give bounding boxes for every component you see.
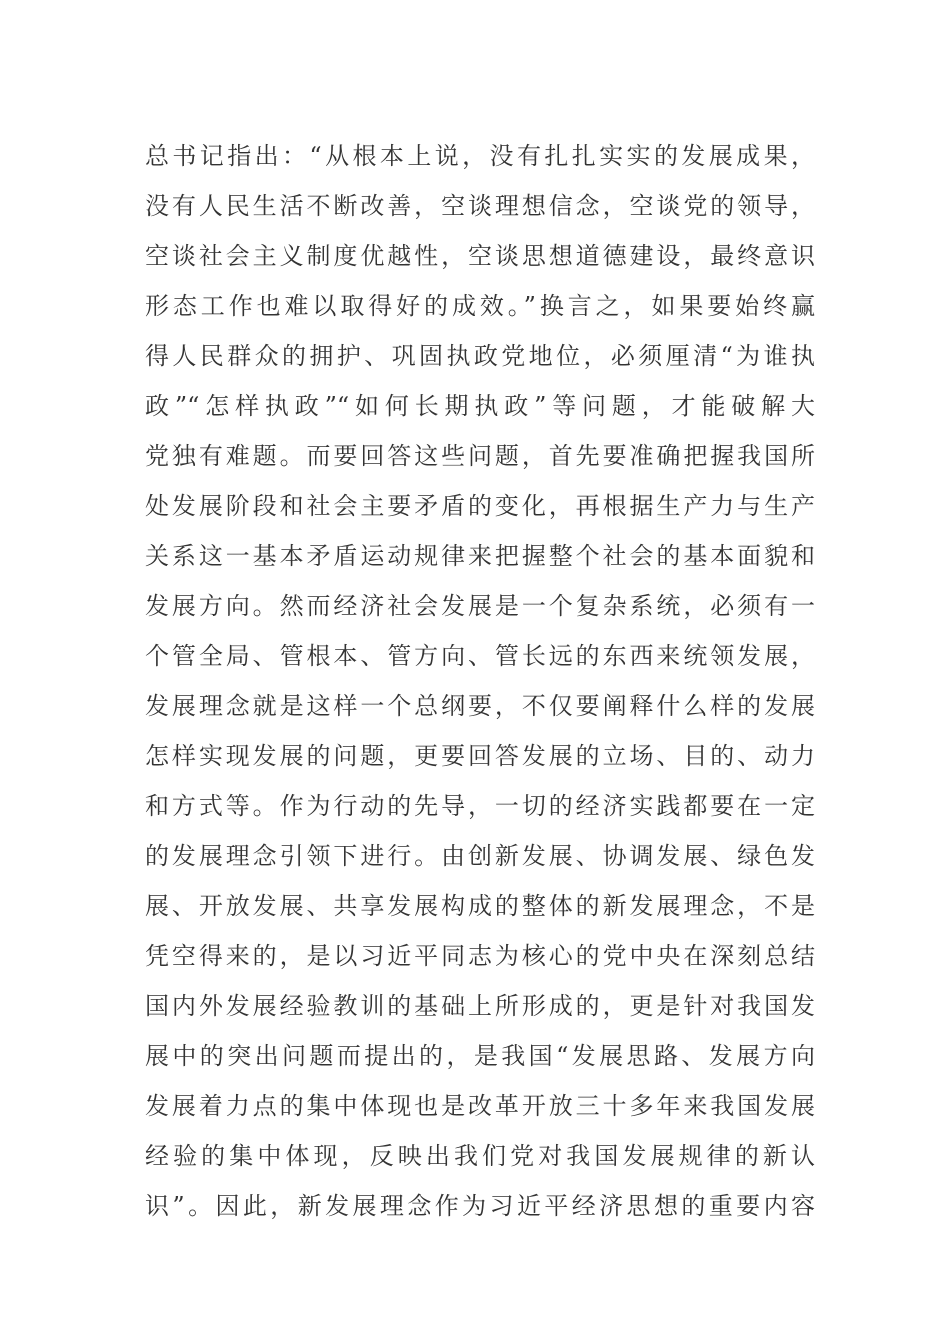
text-line: 和方式等。作为行动的先导，一切的经济实践都要在一定 [145,792,815,820]
text-line: 空谈社会主义制度优越性，空谈思想道德建设，最终意识 [145,242,815,270]
text-line: 个管全局、管根本、管方向、管长远的东西来统领发展， [145,642,815,670]
text-line: 没有人民生活不断改善，空谈理想信念，空谈党的领导， [145,192,815,220]
text-line: 识”。因此，新发展理念作为习近平经济思想的重要内容 [145,1192,815,1220]
text-line: 形态工作也难以取得好的成效。”换言之，如果要始终赢 [145,292,815,320]
text-line: 怎样实现发展的问题，更要回答发展的立场、目的、动力 [145,742,815,770]
text-line: 凭空得来的，是以习近平同志为核心的党中央在深刻总结 [145,942,815,970]
text-line: 党独有难题。而要回答这些问题，首先要准确把握我国所 [145,442,815,470]
text-line: 发展着力点的集中体现也是改革开放三十多年来我国发展 [145,1092,815,1120]
text-line: 得人民群众的拥护、巩固执政党地位，必须厘清“为谁执 [145,342,815,370]
text-line: 处发展阶段和社会主要矛盾的变化，再根据生产力与生产 [145,492,815,520]
text-line: 的发展理念引领下进行。由创新发展、协调发展、绿色发 [145,842,815,870]
body-paragraph [145,131,815,1231]
text-line: 国内外发展经验教训的基础上所形成的，更是针对我国发 [145,992,815,1020]
text-line: 关系这一基本矛盾运动规律来把握整个社会的基本面貌和 [145,542,815,570]
text-line: 发展理念就是这样一个总纲要，不仅要阐释什么样的发展 [145,692,815,720]
text-line: 展中的突出问题而提出的，是我国“发展思路、发展方向 [145,1042,815,1070]
text-line: 政”“怎样执政”“如何长期执政”等问题，才能破解大 [145,392,815,420]
text-line: 总书记指出：“从根本上说，没有扎扎实实的发展成果， [145,142,815,170]
text-line: 发展方向。然而经济社会发展是一个复杂系统，必须有一 [145,592,815,620]
text-line: 经验的集中体现，反映出我们党对我国发展规律的新认 [145,1142,815,1170]
text-line: 展、开放发展、共享发展构成的整体的新发展理念，不是 [145,892,815,920]
